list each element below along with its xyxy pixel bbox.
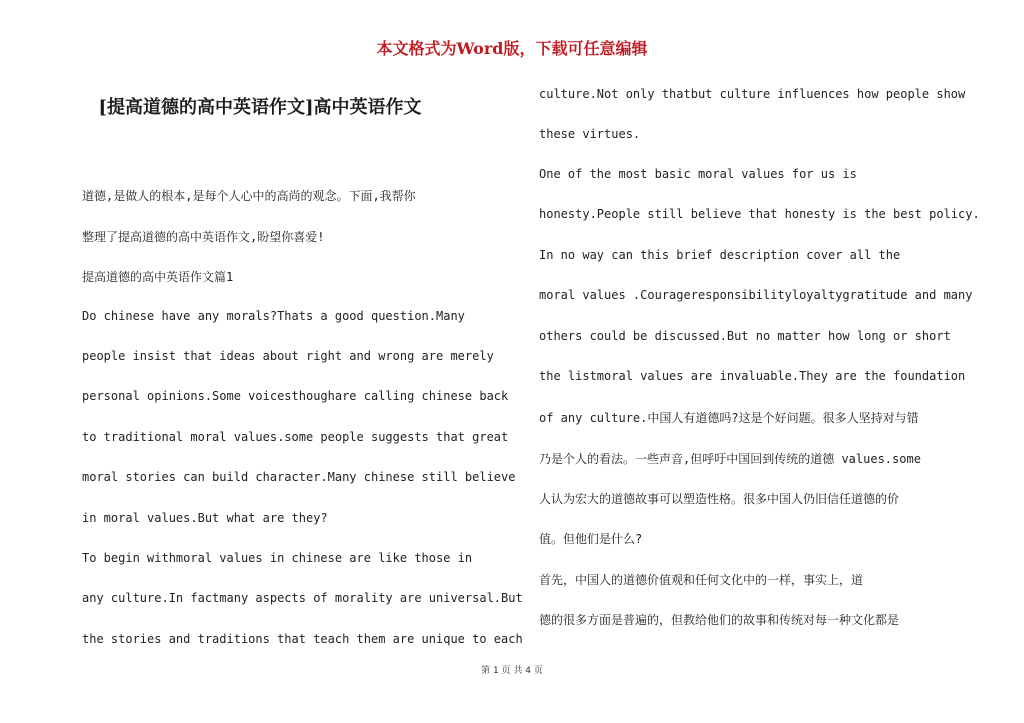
text-line: honesty.People still believe that honesty is the best policy. [539,207,980,221]
text-line: the stories and traditions that teach them are unique to each [82,632,523,646]
text-line: 人认为宏大的道德故事可以塑造性格。很多中国人仍旧信任道德的价 [539,492,900,506]
text-line: of any culture.中国人有道德吗?这是个好问题。很多人坚持对与错 [539,411,919,425]
text-line: 值。但他们是什么? [539,532,643,546]
text-line: these virtues. [539,127,641,141]
download-banner: 本文格式为Word版，下载可任意编辑 [376,39,648,58]
text-line: people insist that ideas about right and wrong are merely [82,349,494,363]
text-line: culture.Not only thatbut culture influences how people show [539,87,966,101]
page-number: 第 1 页 共 4 页 [481,666,543,676]
text-line: 乃是个人的看法。一些声音,但呼吁中国回到传统的道德 values.some [539,452,921,466]
text-line: others could be discussed.But no matter how long or short [539,329,951,343]
text-line: personal opinions.Some voicesthoughare calling chinese back [82,389,509,403]
text-line: to traditional moral values.some people suggests that great [82,430,509,444]
document-title: [提高道德的高中英语作文]高中英语作文 [98,97,422,118]
text-line: One of the most basic moral values for us is [539,167,857,181]
text-line: the listmoral values are invaluable.They are the foundation [539,369,966,383]
text-line: In no way can this brief description cover all the [539,248,901,262]
text-line: moral stories can build character.Many chinese still believe [82,470,516,484]
text-line: 首先，中国人的道德价值观和任何文化中的一样，事实上，道 [539,573,864,587]
text-line: in moral values.But what are they? [82,511,328,525]
text-line: 整理了提高道德的高中英语作文,盼望你喜爱! [82,230,325,244]
text-line: any culture.In factmany aspects of morality are universal.But [82,591,523,605]
text-line: moral values .Courageresponsibilityloyaltygratitude and many [539,288,973,302]
text-line: 道德,是做人的根本,是每个人心中的高尚的观念。下面,我帮你 [82,189,416,203]
text-line: To begin withmoral values in chinese are like those in [82,551,473,565]
text-line: 提高道德的高中英语作文篇1 [82,270,234,284]
text-line: 德的很多方面是普遍的，但教给他们的故事和传统对每一种文化都是 [539,613,900,627]
text-line: Do chinese have any morals?Thats a good question.Many [82,309,465,323]
